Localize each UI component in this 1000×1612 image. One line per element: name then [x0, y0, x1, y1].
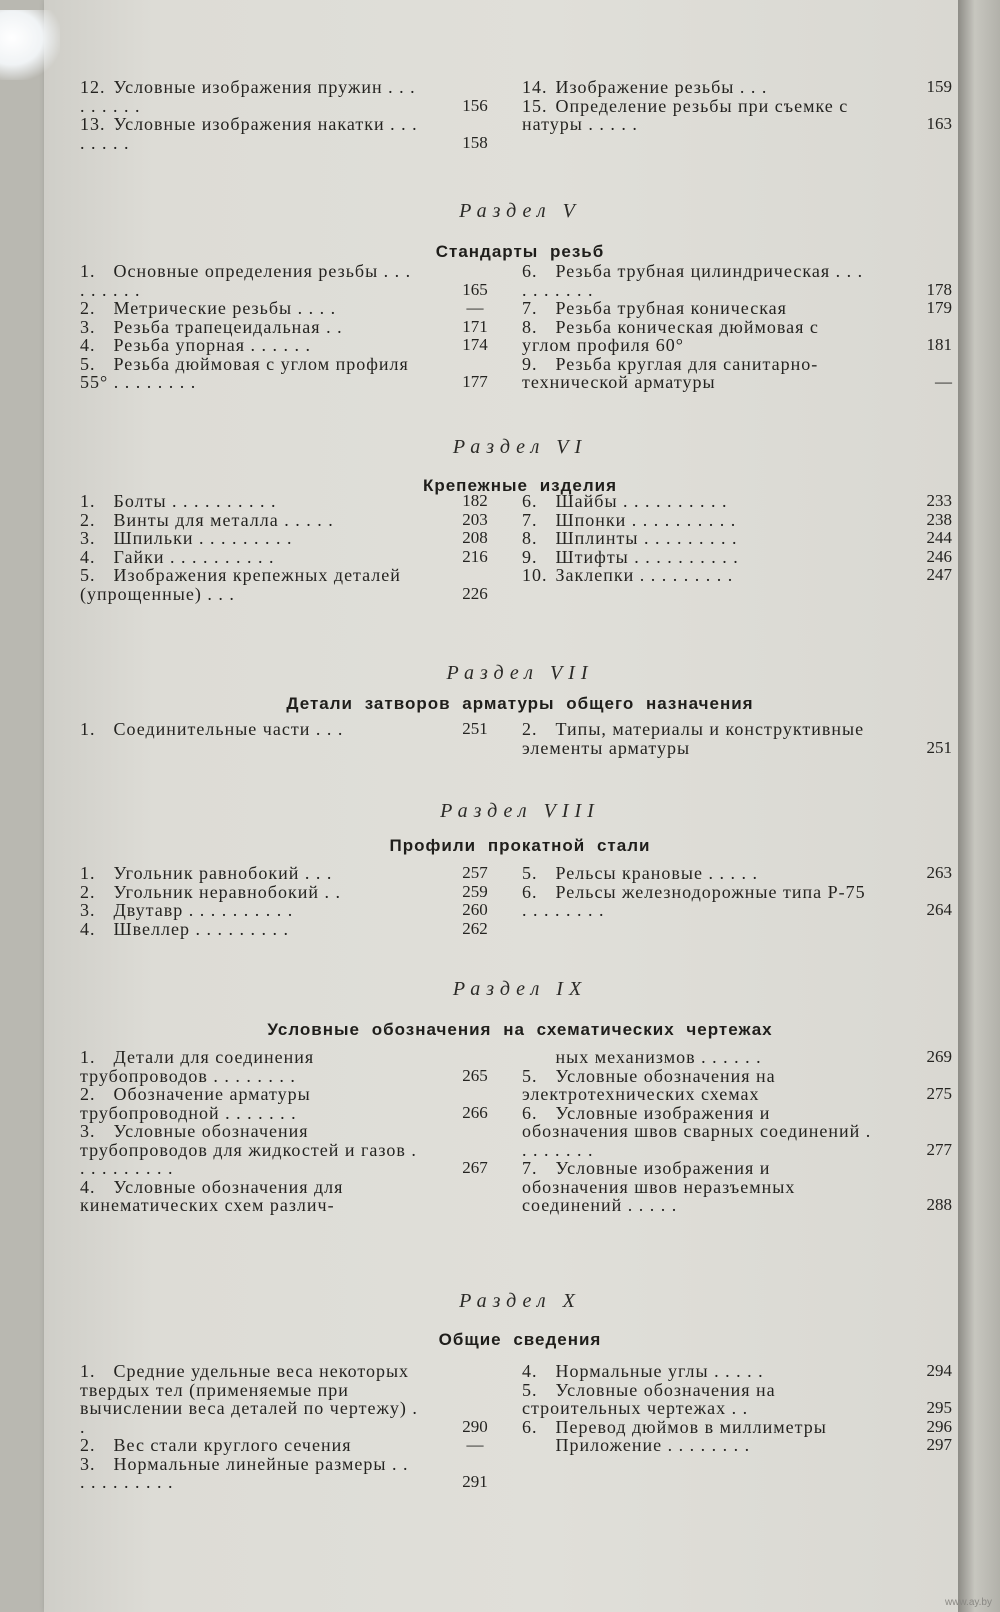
toc-entry-page: 208 [462, 528, 488, 547]
toc-entry-title: Условные обозначения трубопроводов для жидкостей и газов . . . . . . . . . . [80, 1121, 417, 1178]
toc-entry-page: 158 [462, 132, 488, 152]
toc-entry-text [80, 1122, 500, 1178]
toc-entry-text [522, 566, 952, 585]
toc-entry-text [522, 355, 952, 392]
toc-entry-page: 269 [926, 1047, 952, 1066]
toc-entry-number: 1. [80, 261, 96, 281]
toc-entry-number: 4. [80, 335, 96, 355]
toc-entry [80, 1048, 500, 1085]
toc-entry [80, 548, 500, 567]
toc-entry-page: 163 [926, 114, 952, 133]
toc-entry-text [80, 1362, 500, 1436]
toc-entry-number: 6. [522, 1416, 538, 1437]
toc-entry-text [80, 318, 500, 337]
toc-entry-number: 12. [80, 77, 106, 97]
toc-entry-number: 6. [522, 881, 538, 902]
toc-entry [80, 115, 500, 152]
toc-entry-title: Угольник неравнобокий . . [113, 881, 341, 902]
toc-entry-text [80, 720, 500, 739]
toc-entry-page: 275 [926, 1084, 952, 1103]
toc-entry-page: 174 [462, 335, 488, 354]
toc-entry-page: 251 [926, 737, 952, 757]
toc-entry-text [522, 1418, 952, 1437]
toc-column-left [80, 262, 500, 392]
section-label: Раздел X [459, 1290, 581, 1312]
toc-entry [80, 78, 500, 115]
toc-entry [522, 492, 952, 511]
toc-entry-title: Болты . . . . . . . . . . [113, 491, 277, 511]
toc-entry [522, 548, 952, 567]
toc-entry-number: 1. [80, 491, 96, 511]
toc-entry-number: 9. [522, 546, 538, 567]
toc-entry-text [522, 548, 952, 567]
toc-entry-title: Гайки . . . . . . . . . . [113, 546, 275, 567]
toc-entry-text [80, 1436, 500, 1455]
toc-entry-title: Приложение . . . . . . . . [555, 1435, 751, 1455]
toc-entry [522, 97, 952, 134]
toc-entry-text [522, 720, 952, 757]
toc-entry [522, 1436, 952, 1455]
toc-entry-number: 10. [522, 565, 548, 585]
toc-entry-page: 246 [926, 546, 952, 566]
toc-entry-text [80, 920, 500, 939]
toc-entry-text [522, 864, 952, 883]
toc-entry-text [522, 299, 952, 318]
toc-entry-title: Штифты . . . . . . . . . . [555, 546, 739, 567]
toc-entry-number: 1. [80, 863, 96, 883]
toc-entry-page: 290 [462, 1416, 488, 1436]
toc-entry [80, 1122, 500, 1178]
toc-entry-number: 3. [80, 900, 96, 920]
toc-entry-number: 2. [80, 509, 96, 530]
toc-entry-text [522, 1362, 952, 1381]
toc-entry-number: 2. [522, 719, 538, 739]
toc-entry-text [80, 1048, 500, 1085]
section-label: Раздел VII [446, 662, 594, 684]
toc-entry-number: 15. [522, 95, 548, 116]
toc-entry-title: Резьба упорная . . . . . . [113, 335, 311, 355]
toc-entry-title: Нормальные линейные размеры . . . . . . . . . . . [80, 1453, 409, 1492]
toc-entry-title: Резьба дюймовая с углом профиля 55° . . . . . . . . [80, 353, 409, 392]
toc-entry-title: Вес стали круглого сечения [113, 1435, 352, 1455]
toc-entry-page: 257 [462, 863, 488, 882]
toc-entry [80, 336, 500, 355]
toc-entry [80, 901, 500, 920]
toc-entry-text [522, 318, 952, 355]
toc-entry-title: Перевод дюймов в миллиметры [555, 1416, 827, 1437]
toc-entry-page: 171 [462, 316, 488, 336]
toc-entry [522, 720, 952, 757]
toc-entry-page: — [466, 298, 484, 317]
toc-entry [522, 299, 952, 318]
toc-entry-text [80, 492, 500, 511]
toc-entry-number: 2. [80, 881, 96, 902]
toc-entry-page: 264 [926, 900, 952, 919]
toc-entry-title: Условные изображения и обозначения швов сварных соединений . . . . . . . . [522, 1102, 872, 1160]
toc-entry-number: 6. [522, 261, 538, 281]
toc-entry-number: 3. [80, 528, 96, 548]
toc-entry [80, 920, 500, 939]
toc-entry [522, 529, 952, 548]
toc-entry-text [80, 1455, 500, 1492]
toc-entry-title: Рельсы железнодорожные типа Р-75 . . . . . . . . [522, 881, 866, 920]
toc-column-left [80, 492, 500, 603]
toc-entry-page: 244 [926, 528, 952, 547]
toc-entry-text [522, 262, 952, 299]
toc-entry [80, 262, 500, 299]
toc-entry-page: 233 [926, 491, 952, 510]
toc-entry [522, 1381, 952, 1418]
toc-entry [522, 355, 952, 392]
toc-entry-page: 288 [926, 1195, 952, 1214]
toc-entry [80, 1455, 500, 1492]
toc-entry-text [80, 336, 500, 355]
toc-entry-title: Детали для соединения трубопроводов . . . . . . . . [80, 1047, 315, 1086]
toc-entry-page: 159 [926, 77, 952, 96]
toc-entry-page: 156 [462, 95, 488, 115]
toc-entry [80, 492, 500, 511]
toc-entry-text [522, 1381, 952, 1418]
toc-entry [522, 1362, 952, 1381]
toc-entry-page: 267 [462, 1158, 488, 1177]
toc-entry [80, 511, 500, 530]
toc-entry-text [522, 529, 952, 548]
toc-column-left [80, 78, 500, 152]
section-label: Раздел V [459, 200, 581, 222]
toc-column-right [522, 492, 952, 585]
toc-entry-page: 165 [462, 279, 488, 299]
toc-entry-title: Изображение резьбы . . . [555, 77, 768, 97]
toc-entry-title: Резьба коническая дюймовая с углом профиля 60° [522, 316, 819, 355]
toc-entry-number: 13. [80, 114, 106, 134]
toc-column-left [80, 1362, 500, 1492]
toc-entry [80, 1436, 500, 1455]
toc-entry-number: 4. [80, 546, 96, 567]
toc-entry-page: 260 [462, 900, 488, 919]
toc-entry-number: 9. [522, 353, 538, 374]
section-label: Раздел IX [452, 978, 588, 1000]
toc-entry-number: 7. [522, 298, 538, 318]
section-title: Профили прокатной стали [389, 836, 651, 855]
toc-entry-text [80, 529, 500, 548]
toc-entry [522, 864, 952, 883]
toc-column-right [522, 262, 952, 392]
toc-entry-number: 5. [522, 1065, 538, 1086]
toc-entry-text [80, 883, 500, 902]
toc-entry-title: Угольник равнобокий . . . [113, 863, 333, 883]
toc-entry-page: 238 [926, 509, 952, 529]
toc-column-right [522, 1048, 952, 1215]
toc-entry-title: Швеллер . . . . . . . . . [113, 918, 289, 939]
toc-entry-number: 2. [80, 1084, 96, 1104]
toc-entry-title: Условные обозначения для кинематических схем различ- [80, 1176, 344, 1215]
toc-entry-page: 291 [462, 1472, 488, 1491]
toc-column-right [522, 1362, 952, 1455]
toc-entry-title: Соединительные части . . . [113, 719, 344, 739]
toc-entry-text [522, 1159, 952, 1215]
toc-entry-title: Нормальные углы . . . . . [555, 1361, 764, 1381]
toc-entry [80, 355, 500, 392]
toc-entry-page: 203 [462, 509, 488, 529]
toc-entry [522, 1418, 952, 1437]
toc-entry [80, 1085, 500, 1122]
toc-entry-title: Резьба трубная цилиндрическая . . . . . . . . . . [522, 261, 864, 300]
toc-entry [80, 299, 500, 318]
toc-entry-page: 181 [926, 335, 952, 354]
toc-entry [522, 1104, 952, 1160]
toc-entry-page: 263 [926, 863, 952, 882]
toc-entry-text [522, 97, 952, 134]
toc-entry-text [522, 1048, 952, 1067]
toc-entry-number: 1. [80, 1361, 96, 1381]
toc-entry-text [80, 901, 500, 920]
toc-entry-page: 177 [462, 372, 488, 391]
toc-entry-page: 216 [462, 546, 488, 566]
toc-entry-number: 4. [522, 1361, 538, 1381]
watermark: www.ay.by [944, 1597, 992, 1608]
toc-entry [522, 262, 952, 299]
toc-entry-title: Основные определения резьбы . . . . . . . . . [80, 261, 412, 300]
toc-entry-title: Заклепки . . . . . . . . . [555, 565, 734, 585]
section-title: Стандарты резьб [435, 242, 605, 261]
toc-entry-number: 5. [522, 1379, 538, 1400]
toc-entry [80, 529, 500, 548]
toc-entry-number: 2. [80, 1435, 96, 1455]
toc-entry-number: 1. [80, 719, 96, 739]
toc-entry [80, 864, 500, 883]
toc-entry-title: Резьба круглая для санитарно-технической арматуры [522, 353, 819, 392]
toc-entry-number: 7. [522, 509, 538, 530]
toc-entry-page: 251 [462, 719, 488, 738]
toc-entry-title: Шайбы . . . . . . . . . . [555, 491, 728, 511]
toc-entry-text [80, 1178, 500, 1215]
toc-entry-text [80, 548, 500, 567]
toc-column-right [522, 78, 952, 134]
toc-entry-text [522, 492, 952, 511]
toc-entry [80, 1362, 500, 1436]
toc-entry-page: 179 [926, 298, 952, 317]
toc-entry-title: Условные изображения накатки . . . . . . . . [80, 114, 418, 153]
toc-entry-number: 6. [522, 491, 538, 511]
toc-entry [80, 1178, 500, 1215]
toc-entry-page: 265 [462, 1065, 488, 1085]
toc-entry-page: 295 [926, 1398, 952, 1417]
toc-entry-text [522, 1067, 952, 1104]
toc-entry-text [80, 1085, 500, 1122]
toc-entry-text [522, 78, 952, 97]
toc-entry-title: Обозначение арматуры трубопроводной . . . . . . . [80, 1084, 311, 1123]
toc-column-left [80, 1048, 500, 1215]
toc-entry-page: 296 [926, 1416, 952, 1436]
toc-entry [80, 318, 500, 337]
toc-entry-text [522, 511, 952, 530]
toc-entry-number: 1. [80, 1047, 96, 1067]
toc-entry-text [80, 355, 500, 392]
toc-entry-page: 297 [926, 1435, 952, 1454]
toc-entry-text [80, 78, 500, 115]
toc-entry-page: 247 [926, 565, 952, 584]
toc-entry-number: 8. [522, 316, 538, 337]
toc-entry-title: Условные обозначения на строительных чертежах . . [522, 1379, 776, 1418]
toc-entry-title: Средние удельные веса некоторых твердых тел (применяемые при вычислении веса деталей по чертежу) . . [80, 1361, 418, 1437]
toc-entry-title: Резьба трубная коническая [555, 298, 787, 318]
toc-column-right [522, 720, 952, 757]
toc-column-right [522, 864, 952, 920]
toc-entry-page: 259 [462, 881, 488, 901]
toc-entry-text [80, 566, 500, 603]
toc-entry [522, 1048, 952, 1067]
toc-entry-number: 8. [522, 528, 538, 548]
toc-entry-title: Условные изображения пружин . . . . . . . . . [80, 77, 416, 116]
toc-entry-number: 4. [80, 1176, 96, 1197]
toc-entry-number: 3. [80, 316, 96, 337]
toc-entry [522, 511, 952, 530]
toc-entry-title: Двутавр . . . . . . . . . . [113, 900, 294, 920]
toc-entry [522, 1067, 952, 1104]
toc-entry-page: 294 [926, 1361, 952, 1380]
toc-entry-number: 5. [80, 565, 96, 585]
toc-column-left [80, 720, 500, 739]
section-title: Общие сведения [438, 1330, 602, 1349]
toc-entry-page: 182 [462, 491, 488, 510]
section-title: Условные обозначения на схематических чертежах [267, 1020, 773, 1039]
toc-entry-text [522, 1104, 952, 1160]
toc-entry-page: 262 [462, 918, 488, 938]
toc-entry-page: 277 [926, 1139, 952, 1159]
toc-entry [522, 318, 952, 355]
toc-entry-number: 5. [522, 863, 538, 883]
toc-entry-text [522, 883, 952, 920]
toc-entry-number: 2. [80, 298, 96, 318]
toc-entry-text [80, 864, 500, 883]
toc-entry-number: 4. [80, 918, 96, 939]
toc-entry-number: 6. [522, 1102, 538, 1123]
toc-entry [80, 883, 500, 902]
toc-entry-title: Метрические резьбы . . . . [113, 298, 337, 318]
toc-entry-title: Винты для металла . . . . . [113, 509, 334, 530]
section-label: Раздел VIII [440, 800, 600, 822]
toc-entry-text [522, 1436, 952, 1455]
toc-entry-page: — [466, 1435, 484, 1454]
toc-entry-number: 5. [80, 353, 96, 374]
toc-entry [522, 566, 952, 585]
toc-entry-title: Шплинты . . . . . . . . . [555, 528, 738, 548]
toc-entry-text [80, 115, 500, 152]
toc-column-left [80, 864, 500, 938]
toc-entry-title: Резьба трапецеидальная . . [113, 316, 343, 337]
toc-entry [80, 720, 500, 739]
toc-entry-title: Изображения крепежных деталей (упрощенные) . . . [80, 565, 401, 604]
toc-entry [522, 1159, 952, 1215]
toc-entry-title: Шпонки . . . . . . . . . . [555, 509, 737, 530]
section-title: Детали затворов арматуры общего назначения [286, 694, 754, 713]
toc-entry-number: 7. [522, 1158, 538, 1178]
toc-entry-page: 226 [462, 583, 488, 603]
toc-entry-title: Шпильки . . . . . . . . . [113, 528, 293, 548]
toc-entry-page: 178 [926, 279, 952, 299]
toc-entry-title: Типы, материалы и конструктивные элементы арматуры [522, 719, 865, 758]
toc-entry-title: Условные изображения и обозначения швов неразъемных соединений . . . . . [522, 1158, 796, 1215]
toc-entry-title: Определение резьбы при съемке с натуры . . . . . [522, 95, 849, 134]
toc-entry-number: 14. [522, 77, 548, 97]
toc-entry-title: Условные обозначения на электротехнических схемах [522, 1065, 776, 1104]
toc-entry-number: 3. [80, 1121, 96, 1141]
toc-entry-title: ных механизмов . . . . . . [555, 1047, 762, 1067]
toc-entry-text [80, 299, 500, 318]
section-title: Крепежные изделия [422, 476, 618, 495]
section-label: Раздел VI [452, 436, 588, 458]
toc-entry-text [80, 511, 500, 530]
toc-entry [80, 566, 500, 603]
toc-entry [522, 883, 952, 920]
toc-entry-page: — [935, 372, 952, 391]
toc-entry-text [80, 262, 500, 299]
toc-entry-title: Рельсы крановые . . . . . [555, 863, 758, 883]
toc-entry [522, 78, 952, 97]
toc-entry-number: 3. [80, 1453, 96, 1474]
toc-entry-page: 266 [462, 1102, 488, 1122]
